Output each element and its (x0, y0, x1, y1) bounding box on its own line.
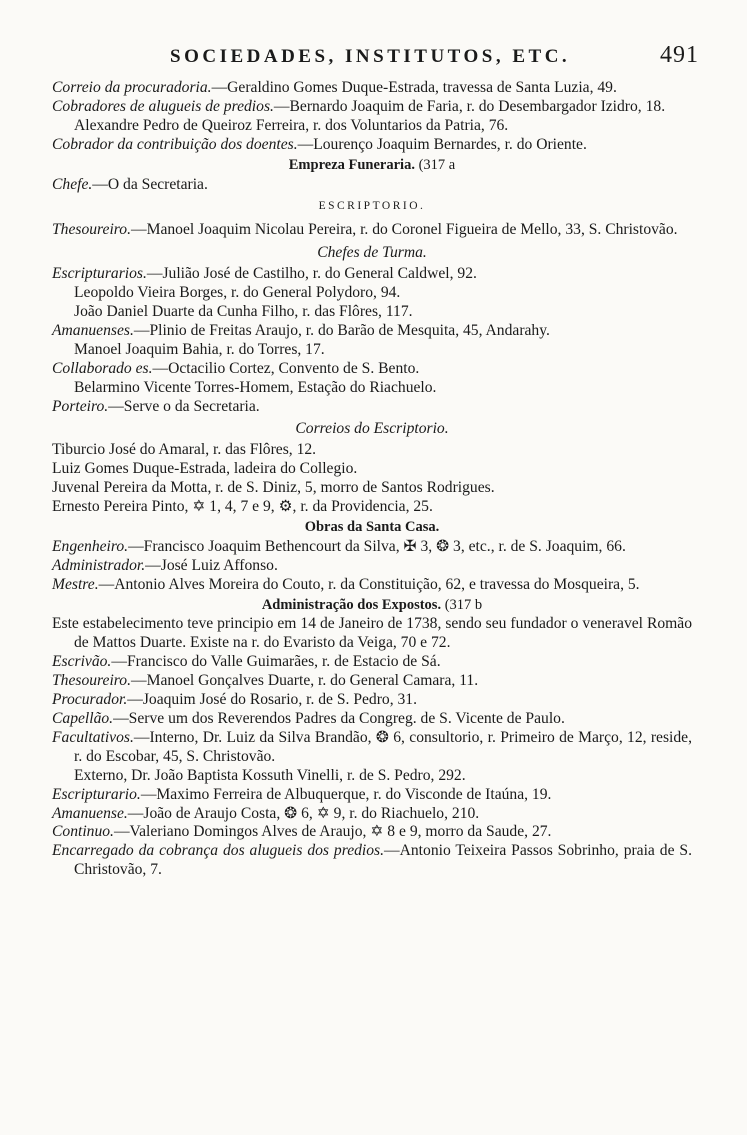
entry-facultativos (52, 729, 692, 767)
entry-escrivao (52, 653, 692, 672)
entry-text: —Valeriano Domingos Alves de Araujo, ✡ 8 e 9, morro da Saude, 27. (113, 823, 552, 841)
entry-text: —Antonio Teixeira Passos Sobrinho, praia de S. Christovão, 7. (74, 842, 692, 879)
entry-thesoureiro-expostos (52, 672, 692, 691)
entry-thesoureiro (52, 221, 692, 240)
entry-collaboradores-2: Belarmino Vicente Torres-Homem, Estação do Riachuelo. (74, 378, 437, 396)
entry-role: Amanuense. (52, 804, 128, 822)
subheading-chefes-de-turma: Chefes de Turma. (317, 244, 427, 262)
entry-text: —Plinio de Freitas Araujo, r. do Barão de Mesquita, 45, Andarahy. (133, 321, 550, 339)
subheading-correios-do-escriptorio: Correios do Escriptorio. (295, 420, 449, 438)
section-title: Empreza Funeraria. (288, 156, 415, 173)
entry-text: —Julião José de Castilho, r. do General Caldwel, 92. (146, 265, 477, 283)
entry-porteiro (52, 398, 692, 417)
entry-escripturarios (52, 265, 692, 284)
entry-role: Correio da procuradoria. (52, 79, 212, 96)
entry-facultativos-2: Externo, Dr. João Baptista Kossuth Vinelli, r. de S. Pedro, 292. (74, 766, 466, 784)
entry-correio (52, 79, 692, 98)
entry-collaboradores (52, 360, 692, 379)
entry-text: —Francisco Joaquim Bethencourt da Silva, ✠ 3, ❂ 3, etc., r. de S. Joaquim, 66. (128, 537, 626, 555)
entry-administrador (52, 557, 692, 576)
entry-role: Escripturarios. (52, 265, 147, 283)
section-heading-obras: Obras da Santa Casa. (304, 518, 440, 535)
section-heading-funeraria (52, 156, 692, 175)
entry-role: Escripturario. (52, 785, 141, 803)
entry-cobrador (52, 136, 692, 155)
entry-role: Cobradores de alugueis de predios. (52, 97, 274, 115)
running-header (0, 40, 747, 76)
entry-text: —Joaquim José do Rosario, r. de S. Pedro, 31. (127, 691, 418, 709)
section-ref: (317 b (444, 596, 483, 613)
entry-engenheiro (52, 538, 692, 557)
entry-text: —Geraldino Gomes Duque-Estrada, travessa de Santa Luzia, 49. (211, 79, 617, 96)
entry-role: Encarregado da cobrança dos alugueis dos predios. (52, 842, 385, 860)
entry-text: —Antonio Alves Moreira do Couto, r. da Constituição, 62, e travessa do Mosqueira, 5. (98, 575, 640, 593)
entry-role: Engenheiro. (52, 537, 129, 555)
entry-amanuenses-2: Manoel Joaquim Bahia, r. do Torres, 17. (74, 340, 325, 358)
entry-role: Capellão. (52, 710, 114, 727)
entry-correio-2: Luiz Gomes Duque-Estrada, ladeira do Collegio. (52, 460, 358, 478)
section-heading-expostos (52, 596, 692, 615)
entry-text: —Bernardo Joaquim de Faria, r. do Desembargador Izidro, 18. (273, 97, 666, 115)
entry-role: Porteiro. (52, 397, 109, 415)
entry-role: Continuo. (52, 823, 114, 841)
entry-escripturarios-3: João Daniel Duarte da Cunha Filho, r. das Flôres, 117. (74, 302, 413, 320)
entry-continuo (52, 823, 692, 842)
entry-capellao (52, 710, 692, 729)
entry-text: —José Luiz Affonso. (145, 556, 278, 574)
entry-escripturarios-2: Leopoldo Vieira Borges, r. do General Polydoro, 94. (74, 284, 401, 302)
entry-role: Mestre. (52, 575, 99, 593)
entry-procurador (52, 691, 692, 710)
entry-role: Cobrador da contribuição dos doentes. (52, 135, 298, 153)
entry-text: —Maximo Ferreira de Albuquerque, r. do Visconde de Itaúna, 19. (140, 785, 552, 803)
entry-text: —Octacilio Cortez, Convento de S. Bento. (152, 359, 420, 377)
entry-text: —Lourenço Joaquim Bernardes, r. do Oriente. (297, 135, 587, 153)
section-ref: (317 a (418, 156, 456, 173)
entry-role: Procurador. (52, 691, 128, 709)
page-number: 491 (660, 42, 699, 68)
entry-correio-1: Tiburcio José do Amaral, r. das Flôres, 12. (52, 441, 317, 459)
entry-role: Chefe. (52, 175, 93, 193)
entry-role: Amanuenses. (52, 321, 134, 339)
document-body (52, 79, 692, 880)
entry-escripturario (52, 786, 692, 805)
entry-encarregado (52, 842, 692, 880)
entry-text: —Manoel Gonçalves Duarte, r. do General Camara, 11. (130, 672, 479, 690)
entry-role: Administrador. (52, 556, 146, 574)
entry-role: Escrivão. (52, 653, 112, 671)
entry-cobradores (52, 98, 692, 117)
entry-role: Thesoureiro. (52, 672, 131, 690)
entry-text: —João de Araujo Costa, ❂ 6, ✡ 9, r. do Riachuelo, 210. (127, 804, 480, 822)
entry-role: Facultativos. (52, 728, 134, 746)
entry-correio-3: Juvenal Pereira da Motta, r. de S. Diniz, 5, morro de Santos Rodrigues. (52, 479, 495, 497)
subsection-escriptorio: ESCRIPTORIO. (318, 200, 426, 213)
entry-amanuenses (52, 322, 692, 341)
entry-text: —O da Secretaria. (92, 175, 208, 193)
entry-text: —Serve o da Secretaria. (108, 397, 260, 415)
entry-chefe (52, 176, 692, 195)
entry-text: —Manoel Joaquim Nicolau Pereira, r. do Coronel Figueira de Mello, 33, S. Christovão. (130, 221, 678, 239)
header-title: SOCIEDADES, INSTITUTOS, ETC. (170, 46, 571, 67)
entry-role: Collaborado es. (52, 359, 153, 377)
entry-intro: Este estabelecimento teve principio em 14 de Janeiro de 1738, sendo seu fundador o veneravel Romão de Mattos Duarte. Existe na r. do Evaristo da Veiga, 70 e 72. (52, 615, 692, 652)
entry-mestre (52, 576, 692, 595)
entry-cobradores-2: Alexandre Pedro de Queiroz Ferreira, r. dos Voluntarios da Patria, 76. (74, 116, 509, 134)
entry-text: —Serve um dos Reverendos Padres da Congreg. de S. Vicente de Paulo. (113, 710, 565, 727)
entry-correio-4: Ernesto Pereira Pinto, ✡ 1, 4, 7 e 9, ⚙, r. da Providencia, 25. (52, 498, 433, 516)
entry-role: Thesoureiro. (52, 221, 131, 239)
entry-amanuense (52, 805, 692, 824)
entry-text: —Francisco do Valle Guimarães, r. de Estacio de Sá. (111, 653, 441, 671)
section-title: Administração dos Expostos. (261, 596, 442, 613)
entry-text: —Interno, Dr. Luiz da Silva Brandão, ❂ 6, consultorio, r. Primeiro de Março, 12, reside, r. do Escobar, 45, S. Christovão. (74, 728, 692, 765)
